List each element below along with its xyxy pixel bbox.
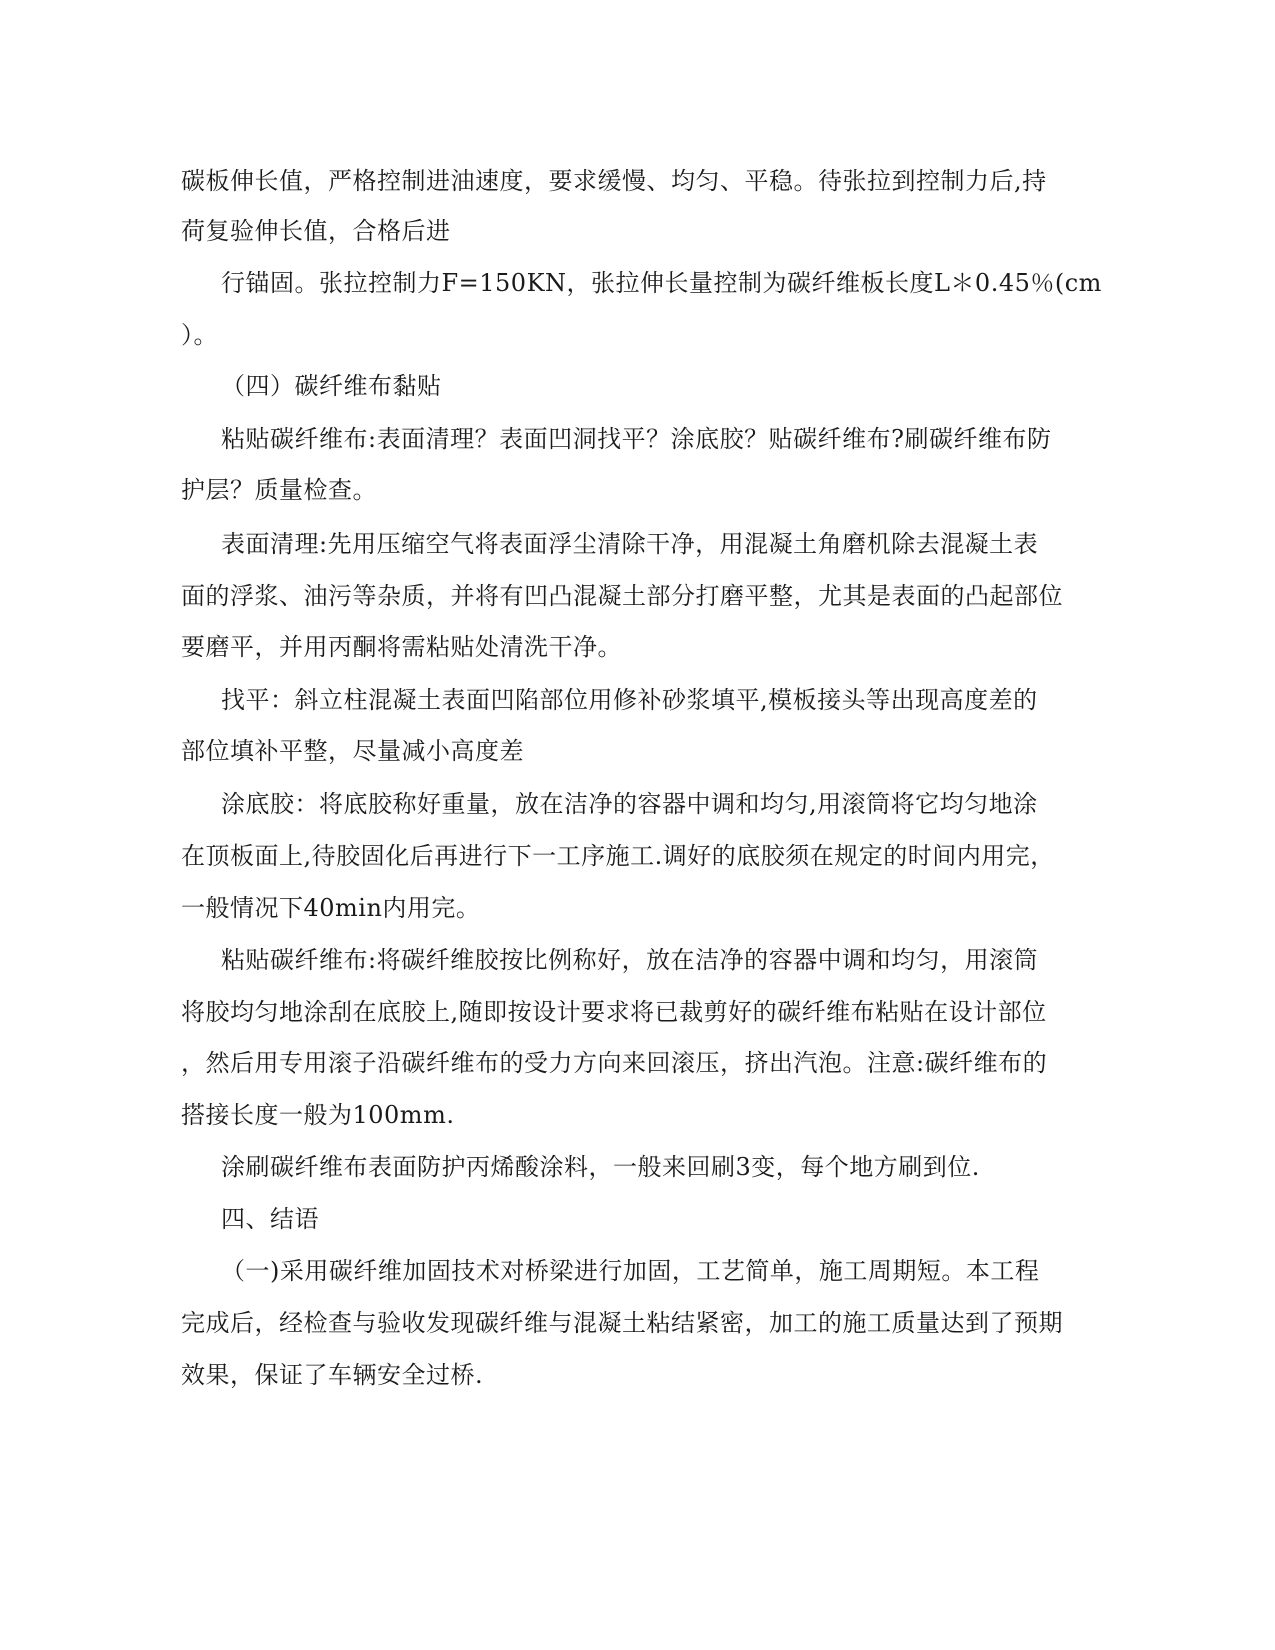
text-line: 要磨平，并用丙酮将需粘贴处清洗干净。: [181, 633, 622, 661]
text-line: 面的浮浆、油污等杂质，并将有凹凸混凝土部分打磨平整，尤其是表面的凸起部位: [181, 582, 1063, 610]
text-line: 效果，保证了车辆安全过桥.: [181, 1361, 484, 1389]
text-line: 涂刷碳纤维布表面防护丙烯酸涂料，一般来回刷3变，每个地方刷到位.: [221, 1153, 980, 1181]
text-line: 行锚固。张拉控制力F=150KN，张拉伸长量控制为碳纤维板长度L＊0.45％(cm: [221, 269, 1102, 297]
section-heading: （四）碳纤维布黏贴: [221, 372, 442, 400]
text-line: 找平：斜立柱混凝土表面凹陷部位用修补砂浆填平,模板接头等出现高度差的: [221, 686, 1038, 714]
text-line: 完成后，经检查与验收发现碳纤维与混凝土粘结紧密，加工的施工质量达到了预期: [181, 1309, 1063, 1337]
text-line: 护层？质量检查。: [181, 476, 377, 504]
text-line: 粘贴碳纤维布:表面清理？表面凹洞找平？涂底胶？贴碳纤维布?刷碳纤维布防: [221, 425, 1052, 453]
text-line: ，然后用专用滚子沿碳纤维布的受力方向来回滚压，挤出汽泡。注意:碳纤维布的: [181, 1049, 1048, 1077]
text-line: （一)采用碳纤维加固技术对桥梁进行加固，工艺简单，施工周期短。本工程: [221, 1257, 1040, 1285]
text-line: 部位填补平整，尽量减小高度差: [181, 737, 524, 765]
text-line: 荷复验伸长值，合格后进: [181, 217, 451, 245]
text-line: 涂底胶：将底胶称好重量，放在洁净的容器中调和均匀,用滚筒将它均匀地涂: [221, 790, 1038, 818]
text-line: 表面清理:先用压缩空气将表面浮尘清除干净，用混凝土角磨机除去混凝土表: [221, 530, 1039, 558]
text-line: 一般情况下40min内用完。: [181, 894, 481, 922]
section-heading: 四、结语: [221, 1205, 319, 1233]
text-line: 碳板伸长值，严格控制进油速度，要求缓慢、均匀、平稳。待张拉到控制力后,持: [181, 167, 1047, 195]
text-line: 搭接长度一般为100mm.: [181, 1101, 455, 1129]
text-line: 粘贴碳纤维布:将碳纤维胶按比例称好，放在洁净的容器中调和均匀，用滚筒: [221, 946, 1039, 974]
text-line: 在顶板面上,待胶固化后再进行下一工序施工.调好的底胶须在规定的时间内用完，: [181, 842, 1055, 870]
text-line: 将胶均匀地涂刮在底胶上,随即按设计要求将已裁剪好的碳纤维布粘贴在设计部位: [181, 998, 1047, 1026]
text-line: ）。: [181, 321, 218, 349]
